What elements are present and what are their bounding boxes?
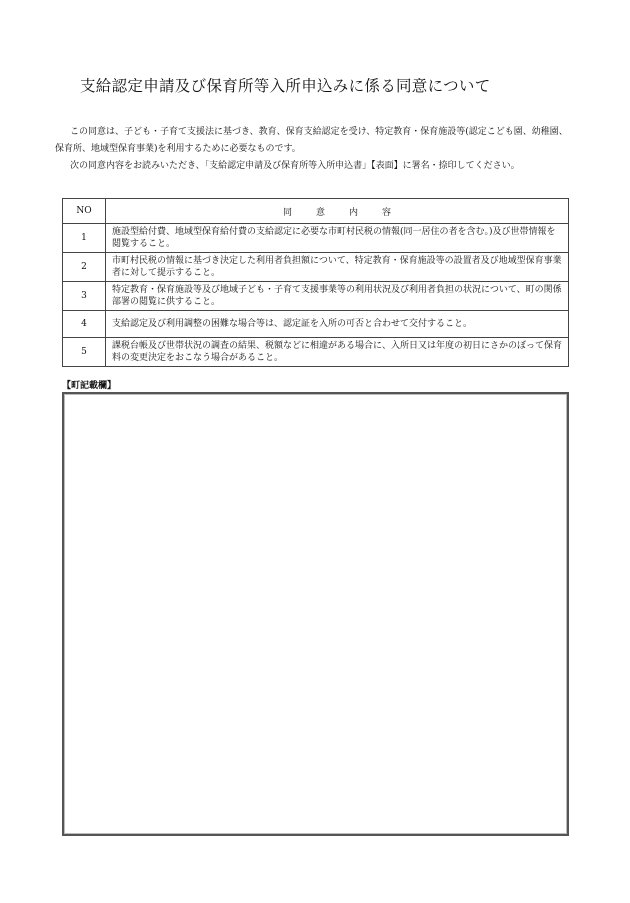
memo-label: 【町記載欄】 xyxy=(62,381,117,391)
row-no: 3 xyxy=(63,282,106,311)
row-no: 4 xyxy=(63,311,106,338)
row-no: 1 xyxy=(63,224,106,253)
row-text: 市町村民税の情報に基づき決定した利用者負担額について、特定教育・保育施設等の設置者及び地域型保育事業者に対して提示すること。 xyxy=(106,253,569,282)
intro-text xyxy=(55,124,575,175)
header-no: NO xyxy=(63,199,106,224)
header-content: 同意内容 xyxy=(106,199,569,224)
table-row xyxy=(63,282,569,311)
row-no: 5 xyxy=(63,338,106,367)
table-row xyxy=(63,224,569,253)
row-text: 支給認定及び利用調整の困難な場合等は、認定証を入所の可否と合わせて交付すること。 xyxy=(106,311,569,338)
table-row xyxy=(63,311,569,338)
row-no: 2 xyxy=(63,253,106,282)
row-text: 課税台帳及び世帯状況の調査の結果、税額などに相違がある場合に、入所日又は年度の初日にさかのぼって保育料の変更決定をおこなう場合があること。 xyxy=(106,338,569,367)
memo-box[interactable] xyxy=(62,392,569,836)
table-row xyxy=(63,253,569,282)
intro-paragraph-1: この同意は、子ども・子育て支援法に基づき、教育、保育支給認定を受け、特定教育・保育施設等(認定こども園、幼稚園、保育所、地域型保育事業)を利用するために必要なものです。 xyxy=(55,127,568,154)
intro-paragraph-2: 次の同意内容をお読みいただき、「支給認定申請及び保育所等入所申込書」【表面】に署名・捺印してください。 xyxy=(70,161,520,171)
row-text: 施設型給付費、地域型保育給付費の支給認定に必要な市町村民税の情報(同一居住の者を含む。)及び世帯情報を閲覧すること。 xyxy=(106,224,569,253)
page-title: 支給認定申請及び保育所等入所申込みに係る同意について xyxy=(80,77,491,95)
consent-table xyxy=(62,198,569,367)
table-header-row xyxy=(63,199,569,224)
row-text: 特定教育・保育施設等及び地域子ども・子育て支援事業等の利用状況及び利用者負担の状況について、町の関係部署の閲覧に供すること。 xyxy=(106,282,569,311)
table-row xyxy=(63,338,569,367)
